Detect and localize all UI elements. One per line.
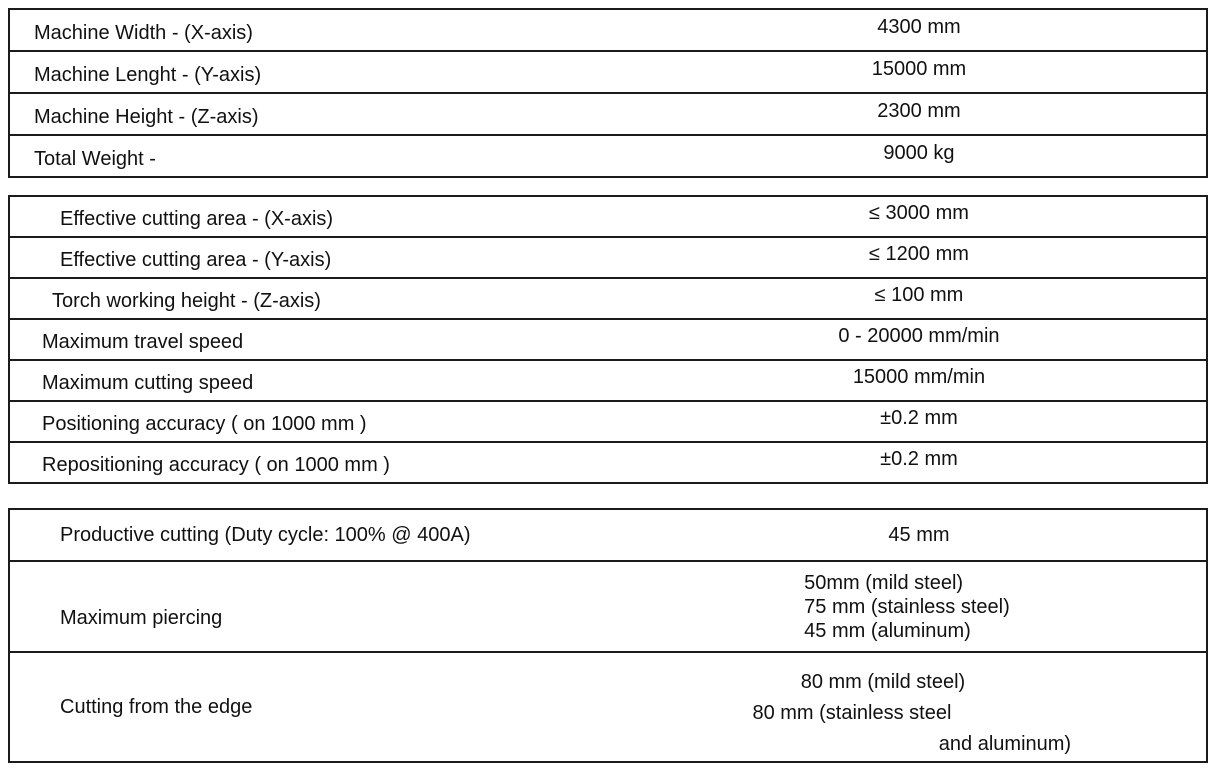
spec-label: Maximum travel speed — [42, 331, 244, 353]
section-cutting-capacity — [8, 508, 1208, 763]
spec-label: Effective cutting area - (X-axis) — [60, 208, 334, 230]
spec-row — [10, 651, 1206, 761]
spec-label: Positioning accuracy ( on 1000 mm ) — [42, 413, 367, 435]
spec-value: ≤ 3000 mm — [869, 202, 969, 224]
spec-row — [10, 236, 1206, 277]
spec-label: Repositioning accuracy ( on 1000 mm ) — [42, 454, 390, 476]
spec-value-line: and aluminum) — [938, 732, 1072, 755]
spec-label: Productive cutting (Duty cycle: 100% @ 400A) — [60, 523, 471, 546]
spec-row — [10, 400, 1206, 441]
spec-row — [10, 50, 1206, 92]
spec-value-line: 75 mm (stainless steel) — [804, 595, 1010, 618]
spec-value-line: 45 mm (aluminum) — [804, 619, 971, 642]
spec-value: 4300 mm — [877, 15, 961, 38]
spec-label: Machine Width - (X-axis) — [34, 21, 253, 44]
spec-value: 45 mm — [888, 523, 950, 546]
spec-row — [10, 560, 1206, 651]
spec-value — [632, 571, 1206, 643]
spec-row — [10, 197, 1206, 236]
section-machine-dimensions — [8, 8, 1208, 178]
spec-label: Machine Lenght - (Y-axis) — [34, 63, 262, 86]
spec-value: ≤ 1200 mm — [869, 243, 969, 265]
spec-row — [10, 318, 1206, 359]
spec-value: ±0.2 mm — [880, 407, 958, 429]
spec-value: 15000 mm/min — [852, 366, 986, 388]
spec-value: 9000 kg — [883, 141, 955, 164]
spec-value — [632, 667, 1206, 760]
section-cutting-parameters — [8, 195, 1208, 484]
spec-row — [10, 510, 1206, 560]
spec-row — [10, 441, 1206, 482]
spec-value: ≤ 100 mm — [874, 284, 964, 306]
spec-label: Cutting from the edge — [60, 695, 253, 718]
spec-value-line: 80 mm (stainless steel — [752, 701, 952, 724]
spec-row — [10, 277, 1206, 318]
spec-label: Effective cutting area - (Y-axis) — [60, 249, 332, 271]
spec-value: ±0.2 mm — [880, 448, 958, 470]
spec-row — [10, 10, 1206, 50]
spec-row — [10, 92, 1206, 134]
spec-sheet — [0, 8, 1218, 781]
spec-value-line: 50mm (mild steel) — [804, 571, 964, 594]
spec-value: 15000 mm — [871, 57, 967, 80]
spec-label: Torch working height - (Z-axis) — [52, 290, 321, 312]
spec-value: 0 - 20000 mm/min — [838, 325, 1000, 347]
spec-row — [10, 134, 1206, 176]
spec-label: Total Weight - — [34, 147, 156, 170]
spec-label: Maximum cutting speed — [42, 372, 254, 394]
spec-label: Machine Height - (Z-axis) — [34, 105, 259, 128]
spec-label: Maximum piercing — [60, 607, 223, 629]
spec-value-line: 80 mm (mild steel) — [800, 670, 966, 693]
spec-value: 2300 mm — [877, 99, 961, 122]
spec-row — [10, 359, 1206, 400]
